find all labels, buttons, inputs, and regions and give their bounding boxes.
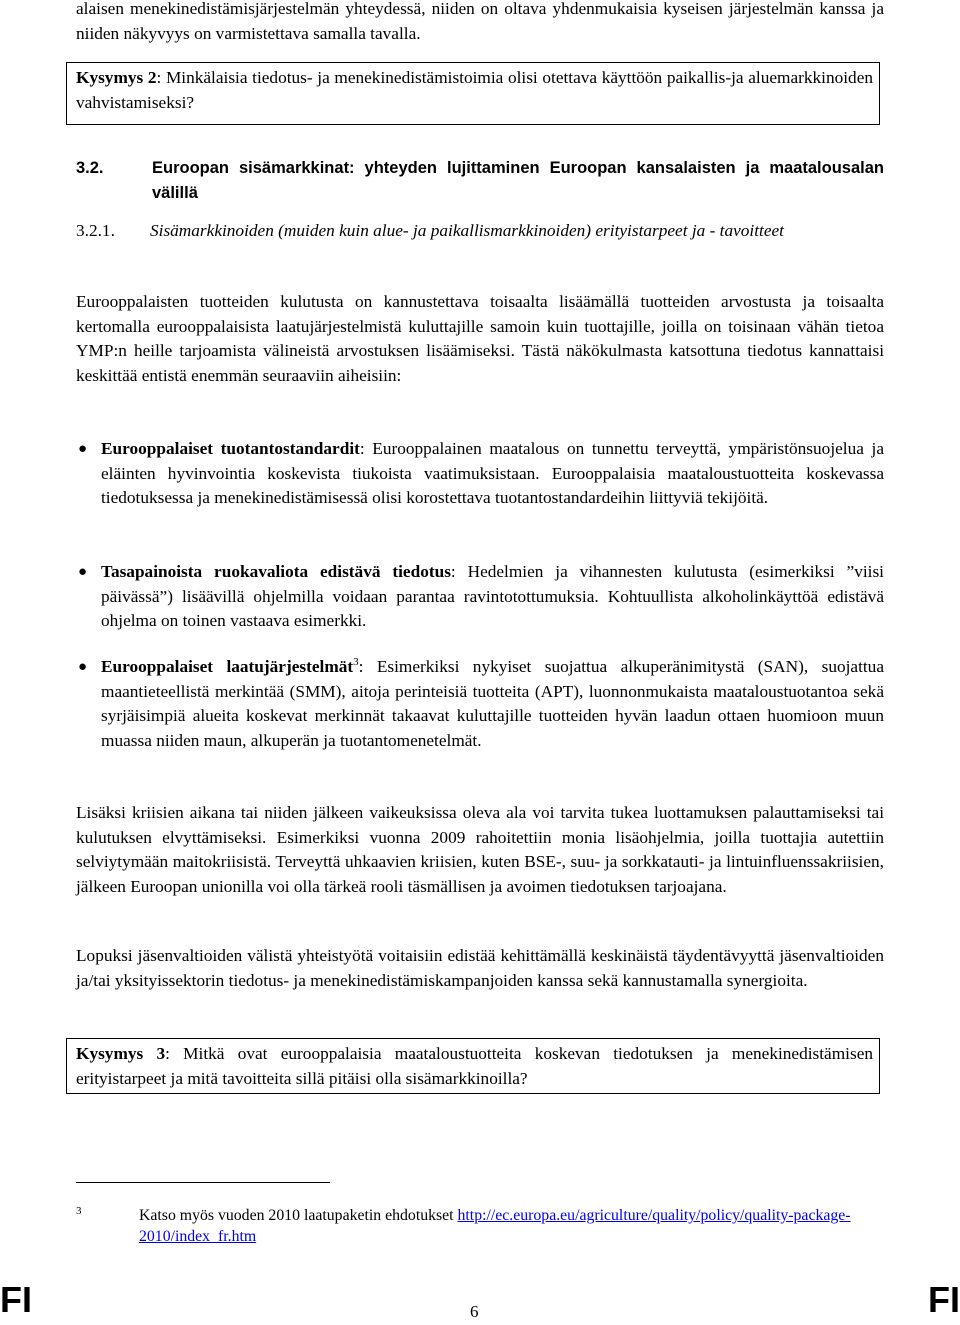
intro-paragraph: alaisen menekinedistämisjärjestelmän yhteydessä, niiden on oltava yhdenmukaisia kyseisen järjestelmän kanssa ja niiden näkyvyys on varmistettava samalla tavalla. <box>76 0 884 43</box>
footnote-number: 3 <box>76 1205 82 1217</box>
language-code-right: FI <box>928 1279 960 1320</box>
footnote-link[interactable]: http://ec.europa.eu/agriculture/quality/policy/quality-package-2010/index_fr.htm <box>139 1207 851 1245</box>
bullet-text: : Esimerkiksi nykyiset suojattua alkuperänimitystä (SAN), suojattua maantieteellistä merkintää (SMM), aitoja perinteisiä tuotteita (APT), luonnonmukaista maataloustuotantoa sekä syrjäisimpiä alueita koskevat merkinnät takaavat kuluttajille tuotteiden hyvän laadun ottaen huomioon muun muassa niiden maun, alkuperän ja tuotantomenetelmät. <box>101 657 884 750</box>
question-2-box <box>66 62 880 125</box>
bullet-bold-label: Eurooppalaiset laatujärjestelmät <box>101 657 354 676</box>
bullet-bold-label: Tasapainoista ruokavaliota edistävä tiedotus <box>101 562 451 581</box>
footnote-reference[interactable]: 3 <box>353 656 359 669</box>
question-2-label: Kysymys 2 <box>76 68 157 87</box>
bullet-icon: ● <box>78 659 88 675</box>
bullet-text: : Hedelmien ja vihannesten kulutusta (esimerkiksi ”viisi päivässä”) lisäävillä ohjelmilla voidaan parantaa ravintotottumuksia. Kohtuullista alkoholinkäyttöä edistävä ohjelma on toinen vastaava esimerkki. <box>101 562 884 630</box>
bullet-item <box>76 437 884 511</box>
page-number: 6 <box>470 1302 479 1321</box>
bullet-item <box>76 560 884 634</box>
bullet-icon: ● <box>78 564 88 580</box>
body-paragraph-3: Lopuksi jäsenvaltioiden välistä yhteistyötä voitaisiin edistää kehittämällä keskinäistä täydentävyyttä jäsenvaltioiden ja/tai yksityissektorin tiedotus- ja menekinedistämiskampanjoiden kanssa sekä kannustamalla synergioita. <box>76 946 884 990</box>
bullet-bold-label: Eurooppalaiset tuotantostandardit <box>101 439 360 458</box>
question-3-text: : Mitkä ovat eurooppalaisia maataloustuotteita koskevan tiedotuksen ja menekinedistämisen erityistarpeet ja mitä tavoitteita sillä pitäisi olla sisämarkkinoilla? <box>76 1044 873 1088</box>
bullet-item <box>76 655 884 753</box>
section-heading-3-2-1 <box>76 219 884 244</box>
section-number: 3.2. <box>76 159 104 177</box>
footnote <box>76 1205 884 1247</box>
language-code-left: FI <box>0 1279 32 1320</box>
question-3-box <box>66 1038 880 1094</box>
subsection-title: Sisämarkkinoiden (muiden kuin alue- ja paikallismarkkinoiden) erityistarpeet ja - tavoitteet <box>150 221 784 240</box>
footnote-divider <box>76 1182 330 1183</box>
body-paragraph-2: Lisäksi kriisien aikana tai niiden jälkeen vaikeuksissa oleva ala voi tarvita tukea luottamuksen palauttamiseksi tai kulutuksen elvyttämiseksi. Esimerkiksi vuonna 2009 rahoitettiin monia lisäohjelmia, joilla tuottajia autettiin selviytymään maitokriisistä. Terveyttä uhkaavien kriisien, kuten BSE-, suu- ja sorkkatauti- ja lintuinfluenssakriisien, jälkeen Euroopan unionilla voi olla tärkeä rooli täsmällisen ja avoimen tiedotuksen tarjoajana. <box>76 803 884 896</box>
body-paragraph-1: Eurooppalaisten tuotteiden kulutusta on kannustettava toisaalta lisäämällä tuotteiden arvostusta ja toisaalta kertomalla eurooppalaisista laatujärjestelmistä kuluttajille samoin kuin tuottajille, joilla on toisinaan vähän tietoa YMP:n heille tarjoamista välineistä arvostuksen lisäämiseksi. Tästä näkökulmasta katsottuna tiedotus kannattaisi keskittää entistä enemmän seuraaviin aiheisiin: <box>76 292 884 385</box>
section-heading-3-2 <box>76 156 884 205</box>
question-2-text: : Minkälaisia tiedotus- ja menekinedistämistoimia olisi otettava käyttöön paikallis-ja aluemarkkinoiden vahvistamiseksi? <box>76 68 873 112</box>
subsection-number: 3.2.1. <box>76 221 115 240</box>
question-3-label: Kysymys 3 <box>76 1044 166 1063</box>
bullet-icon: ● <box>78 441 88 457</box>
bullet-text: : Eurooppalainen maatalous on tunnettu terveyttä, ympäristönsuojelua ja eläinten hyvinvointia koskevista tiukoista vaatimuksistaan. Eurooppalaisia maataloustuotteita koskevassa tiedotuksessa ja menekinedistämisessä olisi korostettava tuotantostandardeihin liittyviä tekijöitä. <box>101 439 884 507</box>
footnote-text: Katso myös vuoden 2010 laatupaketin ehdotukset <box>139 1207 458 1224</box>
section-title: Euroopan sisämarkkinat: yhteyden lujittaminen Euroopan kansalaisten ja maatalousalan välillä <box>152 159 884 202</box>
